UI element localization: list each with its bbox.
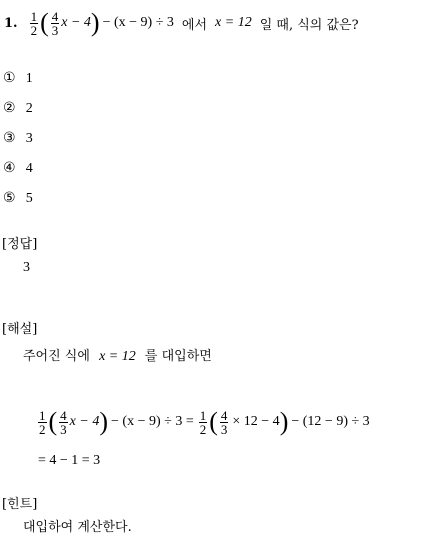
choice-mark: ③ — [3, 130, 16, 146]
choice-item[interactable] — [3, 160, 33, 177]
choice-mark: ④ — [3, 160, 16, 176]
choice-value: 3 — [25, 131, 33, 146]
choice-value: 1 — [25, 71, 33, 86]
explanation-condition: x = 12 — [99, 349, 136, 364]
expression-rest: − (x − 9) ÷ 3 — [102, 15, 174, 30]
equation-line-2: = 4 − 1 = 3 — [38, 453, 101, 468]
left-paren: ( — [209, 407, 218, 436]
rhs-rest: − (12 − 9) ÷ 3 — [291, 414, 370, 429]
lhs-fraction-four-thirds: $\frac{4}{3}$ — [60, 407, 67, 437]
question-tail-text: 일 때, 식의 값은? — [259, 17, 359, 33]
hint-label: [힌트] — [2, 497, 38, 512]
question-expression — [28, 10, 174, 37]
rhs-fraction-four-thirds: $\frac{4}{3}$ — [220, 407, 228, 437]
choice-item[interactable] — [3, 70, 33, 87]
equation-line-1 — [36, 402, 370, 442]
right-paren: ) — [99, 407, 109, 436]
right-paren: ) — [279, 407, 289, 436]
left-paren: ( — [40, 8, 49, 37]
fraction-one-half: $\frac{1}{2}$ — [30, 8, 38, 38]
rhs-inner-tail: × 12 − 4 — [232, 414, 280, 429]
inner-tail: x − 4 — [61, 15, 91, 30]
choice-mark: ① — [3, 70, 16, 86]
question-condition: x = 12 — [215, 15, 252, 30]
choice-item[interactable] — [3, 100, 33, 117]
lhs-fraction-one-half: $\frac{1}{2}$ — [39, 407, 46, 437]
choice-mark: ② — [3, 100, 16, 116]
choice-value: 2 — [25, 101, 33, 116]
hint-text: 대입하여 계산한다. — [23, 520, 132, 535]
fraction-four-thirds: $\frac{4}{3}$ — [51, 8, 59, 38]
left-paren: ( — [48, 407, 58, 436]
lhs-rest: − (x − 9) ÷ 3 = — [111, 414, 194, 429]
choice-value: 5 — [25, 191, 33, 206]
choice-mark: ⑤ — [3, 190, 16, 206]
choice-item[interactable] — [3, 130, 33, 147]
question-number: 1. — [4, 15, 18, 31]
question-mid-text: 에서 — [181, 17, 208, 33]
answer-value: 3 — [23, 260, 30, 275]
choice-item[interactable] — [3, 190, 33, 207]
question-line — [4, 8, 359, 38]
explanation-after: 를 대입하면 — [144, 349, 212, 364]
answer-label: [정답] — [2, 237, 38, 252]
explanation-before: 주어진 식에 — [23, 349, 90, 364]
choice-value: 4 — [25, 161, 33, 176]
rhs-fraction-one-half: $\frac{1}{2}$ — [199, 407, 207, 437]
lhs-inner-tail: x − 4 — [69, 414, 100, 429]
explanation-label: [해설] — [2, 322, 38, 337]
explanation-line — [23, 345, 212, 365]
right-paren: ) — [90, 8, 100, 37]
